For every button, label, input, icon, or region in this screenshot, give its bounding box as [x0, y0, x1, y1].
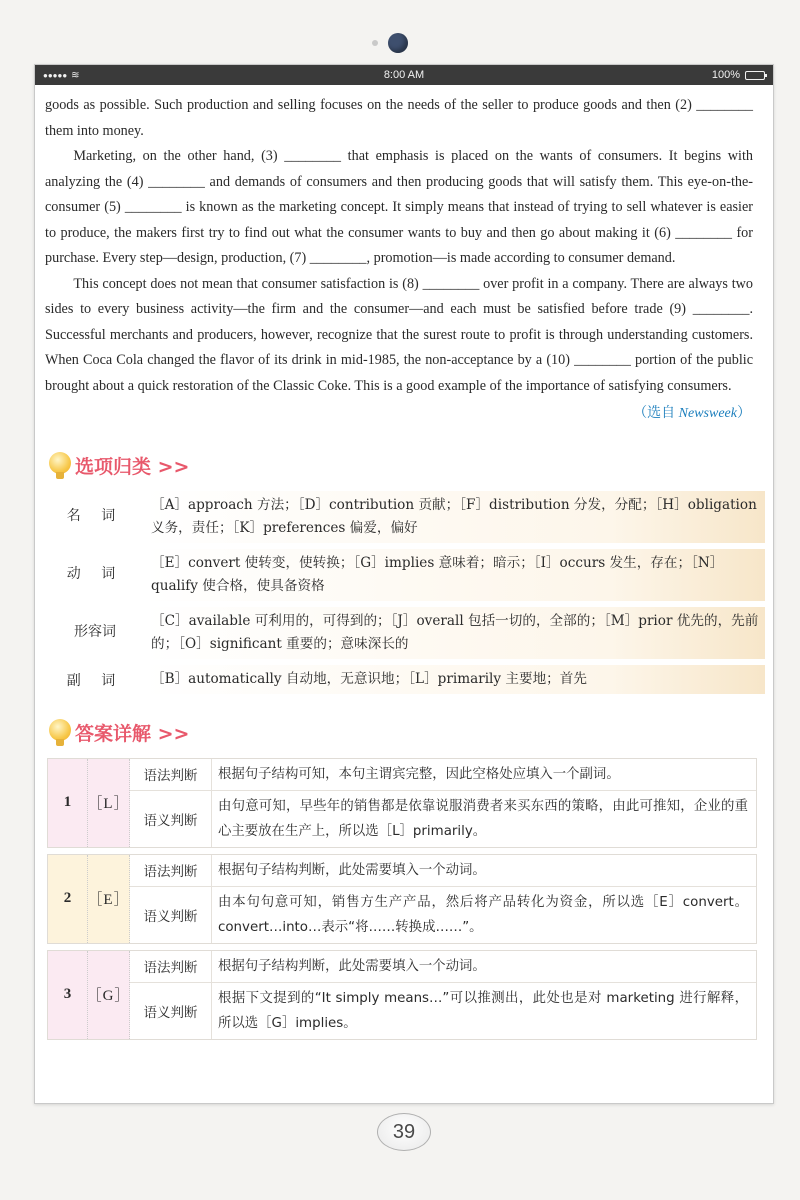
- vocab-category: 副 词: [66, 672, 124, 689]
- grammar-label: 语法判断: [130, 759, 212, 790]
- signal-strength-icon: ●●●●●: [43, 70, 68, 80]
- status-time: 8:00 AM: [383, 69, 425, 81]
- battery-icon: [745, 71, 765, 80]
- meaning-explanation: 由本句句意可知，销售方生产产品，然后将产品转化为资金，所以选［E］convert。convert…into…表示“将……转换成……”。: [212, 887, 756, 943]
- vocab-category: 动 词: [66, 565, 124, 582]
- vocab-row-adjectives: [45, 607, 765, 659]
- page-number: 39: [377, 1113, 431, 1151]
- meaning-explanation: 根据下文提到的“It simply means…”可以推测出，此处也是对 marketing 进行解释，所以选［G］implies。: [212, 983, 756, 1039]
- vocab-section-title: 选项归类 >>: [75, 456, 190, 478]
- vocab-items: ［C］available 可利用的，可得到的；［J］overall 包括一切的，全部的；［M］prior 优先的，先前的；［O］significant 重要的；意味深长的: [145, 607, 765, 659]
- passage-paragraph-3: This concept does not mean that consumer satisfaction is (8) ________ over profit in a company. There are always two sides to every business activity—the firm and the consumer—and each must be satisfied before trade (9) ________. Successful merchants and producers, however, recognize that the surest route to profit is through understanding customers. When Coca Cola changed the flavor of its drink in mid-1985, the non-acceptance by a (10) ________ portion of the public brought about a quick restoration of the Classic Coke. This is a good example of the importance of satisfying consumers.: [45, 275, 753, 394]
- vocab-category: 形容词: [74, 623, 116, 640]
- front-camera-icon: [388, 33, 408, 53]
- vocab-items: ［B］automatically 自动地，无意识地；［L］primarily 主要地；首先: [145, 665, 765, 694]
- passage-paragraph-1: goods as possible. Such production and selling focuses on the needs of the seller to produce goods and then (2) ________ them into money.: [45, 97, 753, 139]
- wifi-icon: ≋: [71, 69, 80, 81]
- question-number: 2: [48, 855, 88, 943]
- answer-letter: ［E］: [88, 855, 130, 943]
- vocab-items: ［A］approach 方法；［D］contribution 贡献；［F］distribution 分发，分配；［H］obligation 义务，责任；［K］preferences 偏爱，偏好: [145, 491, 765, 543]
- meaning-label: 语义判断: [130, 791, 212, 847]
- answers-section-header: [49, 718, 773, 748]
- passage-source: （选自 Newsweek）: [633, 406, 751, 421]
- answers-table: [47, 758, 757, 1040]
- answer-block-3: [47, 950, 757, 1040]
- question-number: 1: [48, 759, 88, 847]
- grammar-label: 语法判断: [130, 951, 212, 982]
- vocab-row-adverbs: [45, 665, 765, 694]
- vocab-row-nouns: [45, 491, 765, 543]
- passage-paragraph-2: Marketing, on the other hand, (3) ________ that emphasis is placed on the wants of consumers. It begins with analyzing the (4) ________ and demands of consumers and then producing goods that will satisfy them. This eye-on-the-consumer (5) ________ is known as the marketing concept. It simply means that instead of trying to sell whatever is easier to produce, the makers first try to find out what the consumer wants to buy and then go about making it (6) ________ for purchase. Every step—design, production, (7) ________, promotion—is made according to consumer demand.: [45, 148, 753, 266]
- reading-passage: [35, 85, 773, 427]
- battery-percent: 100%: [711, 69, 740, 81]
- answers-section-title: 答案详解 >>: [75, 723, 190, 745]
- answer-letter: ［L］: [88, 759, 130, 847]
- vocab-category: 名 词: [66, 507, 124, 524]
- lightbulb-icon: [49, 452, 71, 480]
- meaning-explanation: 由句意可知，早些年的销售都是依靠说服消费者来买东西的策略，由此可推知，企业的重心主要放在生产上，所以选［L］primarily。: [212, 791, 756, 847]
- question-number: 3: [48, 951, 88, 1039]
- grammar-explanation: 根据句子结构可知，本句主谓宾完整，因此空格处应填入一个副词。: [212, 759, 756, 790]
- vocab-table: [45, 491, 765, 694]
- grammar-label: 语法判断: [130, 855, 212, 886]
- vocab-row-verbs: [45, 549, 765, 601]
- grammar-explanation: 根据句子结构判断，此处需要填入一个动词。: [212, 855, 756, 886]
- lightbulb-icon: [49, 719, 71, 747]
- source-name: Newsweek: [678, 406, 737, 421]
- status-bar: [35, 65, 773, 85]
- tablet-screen: [34, 64, 774, 1104]
- vocab-items: ［E］convert 使转变，使转换；［G］implies 意味着；暗示；［I］occurs 发生，存在；［N］qualify 使合格，使具备资格: [145, 549, 765, 601]
- answer-block-1: [47, 758, 757, 848]
- proximity-sensor: [372, 40, 378, 46]
- meaning-label: 语义判断: [130, 887, 212, 943]
- grammar-explanation: 根据句子结构判断，此处需要填入一个动词。: [212, 951, 756, 982]
- answer-block-2: [47, 854, 757, 944]
- answer-letter: ［G］: [88, 951, 130, 1039]
- meaning-label: 语义判断: [130, 983, 212, 1039]
- vocab-section-header: [49, 451, 773, 481]
